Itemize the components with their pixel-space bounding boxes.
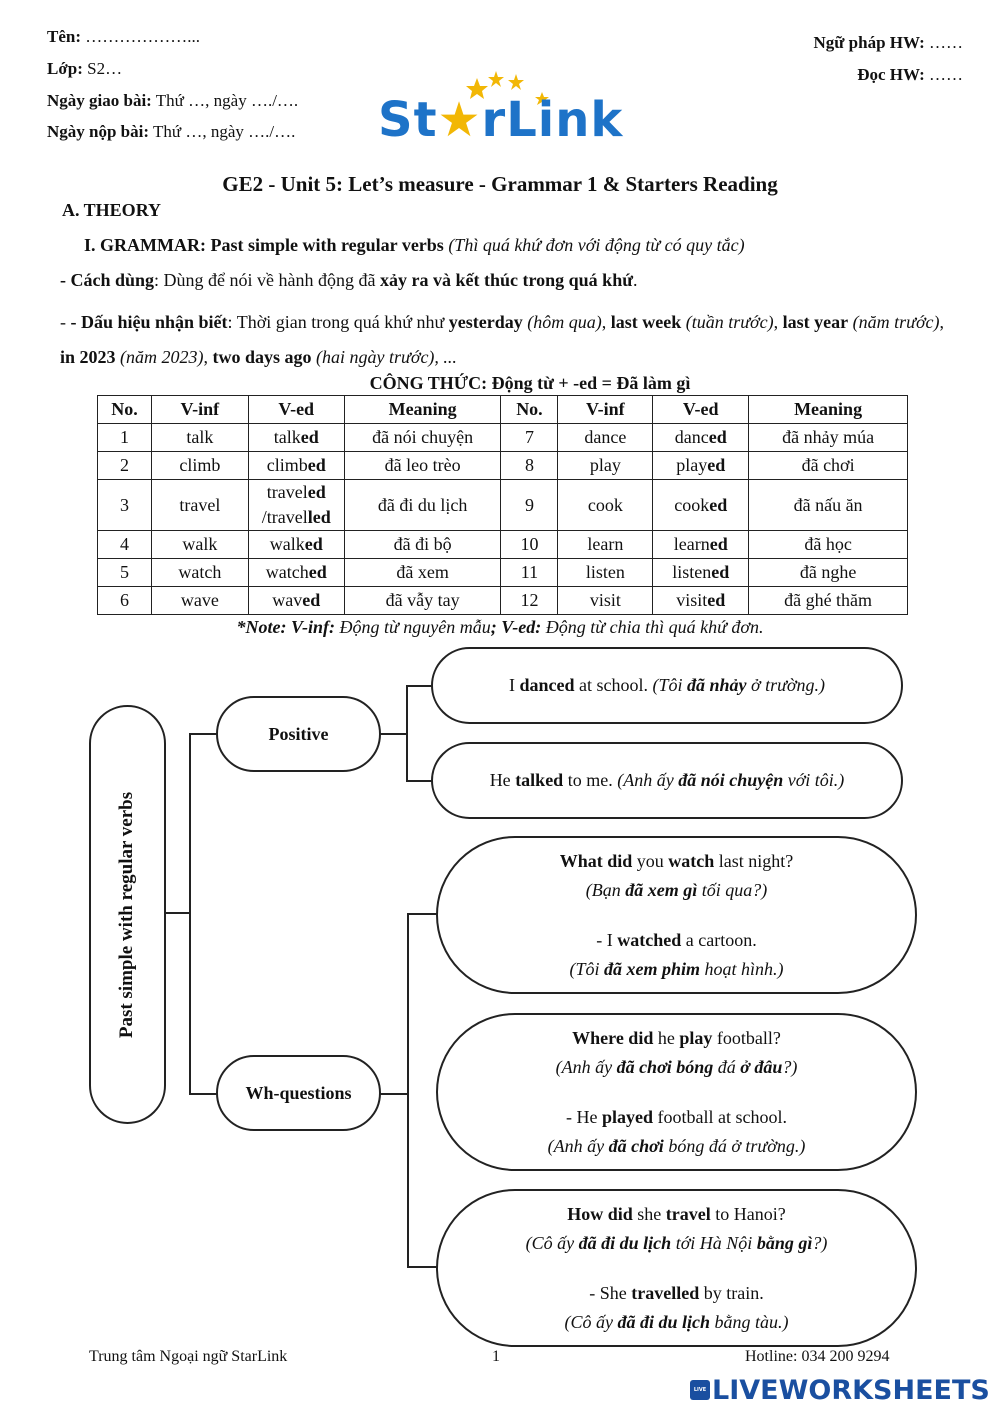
reading-hw: Đọc HW: …… xyxy=(857,65,963,84)
connector xyxy=(380,733,407,735)
grammar-hw: Ngữ pháp HW: …… xyxy=(813,33,963,52)
footer-center-name: Trung tâm Ngoại ngữ StarLink xyxy=(89,1348,288,1365)
table-note: *Note: V-inf: Động từ nguyên mẫu; V-ed: Động từ chia thì quá khứ đơn. xyxy=(236,617,764,637)
starlink-logo xyxy=(378,68,628,150)
col-header: V-ed xyxy=(248,396,344,424)
connector xyxy=(380,1093,408,1095)
table-row: 6 wave waved đã vẫy tay 12 visit visited đã ghé thăm xyxy=(98,587,908,615)
assign-date-line: Ngày giao bài: Thứ …, ngày …./…. xyxy=(47,91,299,110)
signs-line: - - Dấu hiệu nhận biết: Thời gian trong quá khứ như yesterday (hôm qua), last week (tuần trước), last year (năm trước), in 2023 (năm 2023), two days ago (hai ngày trước), ... xyxy=(60,312,945,367)
class-line: Lớp: S2… xyxy=(47,59,123,78)
col-header: V-inf xyxy=(151,396,248,424)
liveworksheets-watermark: LIVE LIVEWORKSHEETS xyxy=(690,1375,990,1405)
name-line: Tên: ………………... xyxy=(47,27,200,46)
submit-date-line: Ngày nộp bài: Thứ …, ngày …./…. xyxy=(47,122,296,141)
table-row: 4 walk walked đã đi bộ 10 learn learned đã học xyxy=(98,531,908,559)
formula: CÔNG THỨC: Động từ + -ed = Đã làm gì xyxy=(369,373,691,393)
page-title: GE2 - Unit 5: Let’s measure - Grammar 1 & Starters Reading xyxy=(222,172,778,196)
name-value[interactable]: ………………... xyxy=(85,27,200,46)
wh-example-how: How did she travel to Hanoi? (Cô ấy đã đi du lịch tới Hà Nội bằng gì?) - She travelled by train. (Cô ấy đã đi du lịch bằng tàu.) xyxy=(436,1189,917,1347)
table-row: 1 talk talked đã nói chuyện 7 dance danced đã nhảy múa xyxy=(98,424,908,452)
footer-hotline: Hotline: 034 200 9294 xyxy=(745,1348,890,1365)
submit-date-value[interactable]: Thứ …, ngày …./…. xyxy=(152,122,296,141)
logo-wordmark: St★rLink xyxy=(378,92,624,148)
col-header: No. xyxy=(98,396,152,424)
col-header: V-inf xyxy=(558,396,653,424)
connector xyxy=(407,1266,437,1268)
connector xyxy=(406,685,408,781)
connector xyxy=(407,913,437,915)
table-header-row xyxy=(98,396,908,424)
table-row: 2 climb climbed đã leo trèo 8 play played đã chơi xyxy=(98,452,908,480)
assign-date-value[interactable]: Thứ …, ngày …./…. xyxy=(155,91,299,110)
connector xyxy=(406,780,432,782)
col-header: V-ed xyxy=(653,396,749,424)
grammar-heading: I. GRAMMAR: Past simple with regular verbs (Thì quá khứ đơn với động từ có quy tắc) xyxy=(84,235,745,255)
connector xyxy=(406,685,432,687)
positive-node: Positive xyxy=(216,696,381,772)
col-header: Meaning xyxy=(344,396,501,424)
table-row: 3 travel traveled /travelled đã đi du lịch 9 cook cooked đã nấu ăn xyxy=(98,480,908,531)
positive-example-2: He talked to me. (Anh ấy đã nói chuyện với tôi.) xyxy=(431,742,903,819)
wh-example-what: What did you watch last night? (Bạn đã xem gì tối qua?) - I watched a cartoon. (Tôi đã xem phim hoạt hình.) xyxy=(436,836,917,994)
col-header: No. xyxy=(501,396,558,424)
col-header: Meaning xyxy=(749,396,908,424)
class-value[interactable]: S2… xyxy=(87,59,123,78)
verb-table xyxy=(97,395,908,615)
logo-star-icon: ★ xyxy=(437,92,482,148)
usage-line: - Cách dùng: Dùng để nói về hành động đã xảy ra và kết thúc trong quá khứ. xyxy=(60,270,638,290)
connector xyxy=(189,1093,217,1095)
table-row: 5 watch watched đã xem 11 listen listened đã nghe xyxy=(98,559,908,587)
connector xyxy=(165,912,190,914)
liveworksheets-logo-icon: LIVE xyxy=(690,1380,710,1400)
connector xyxy=(189,733,217,735)
positive-example-1: I danced at school. (Tôi đã nhảy ở trường.) xyxy=(431,647,903,724)
page-number: 1 xyxy=(492,1348,500,1365)
connector xyxy=(189,733,191,1094)
wh-questions-node: Wh-questions xyxy=(216,1055,381,1131)
connector xyxy=(407,913,409,1267)
theory-heading: A. THEORY xyxy=(62,200,162,220)
diagram-root: Past simple with regular verbs xyxy=(89,705,166,1124)
wh-example-where: Where did he play football? (Anh ấy đã chơi bóng đá ở đâu?) - He played football at school. (Anh ấy đã chơi bóng đá ở trường.) xyxy=(436,1013,917,1171)
